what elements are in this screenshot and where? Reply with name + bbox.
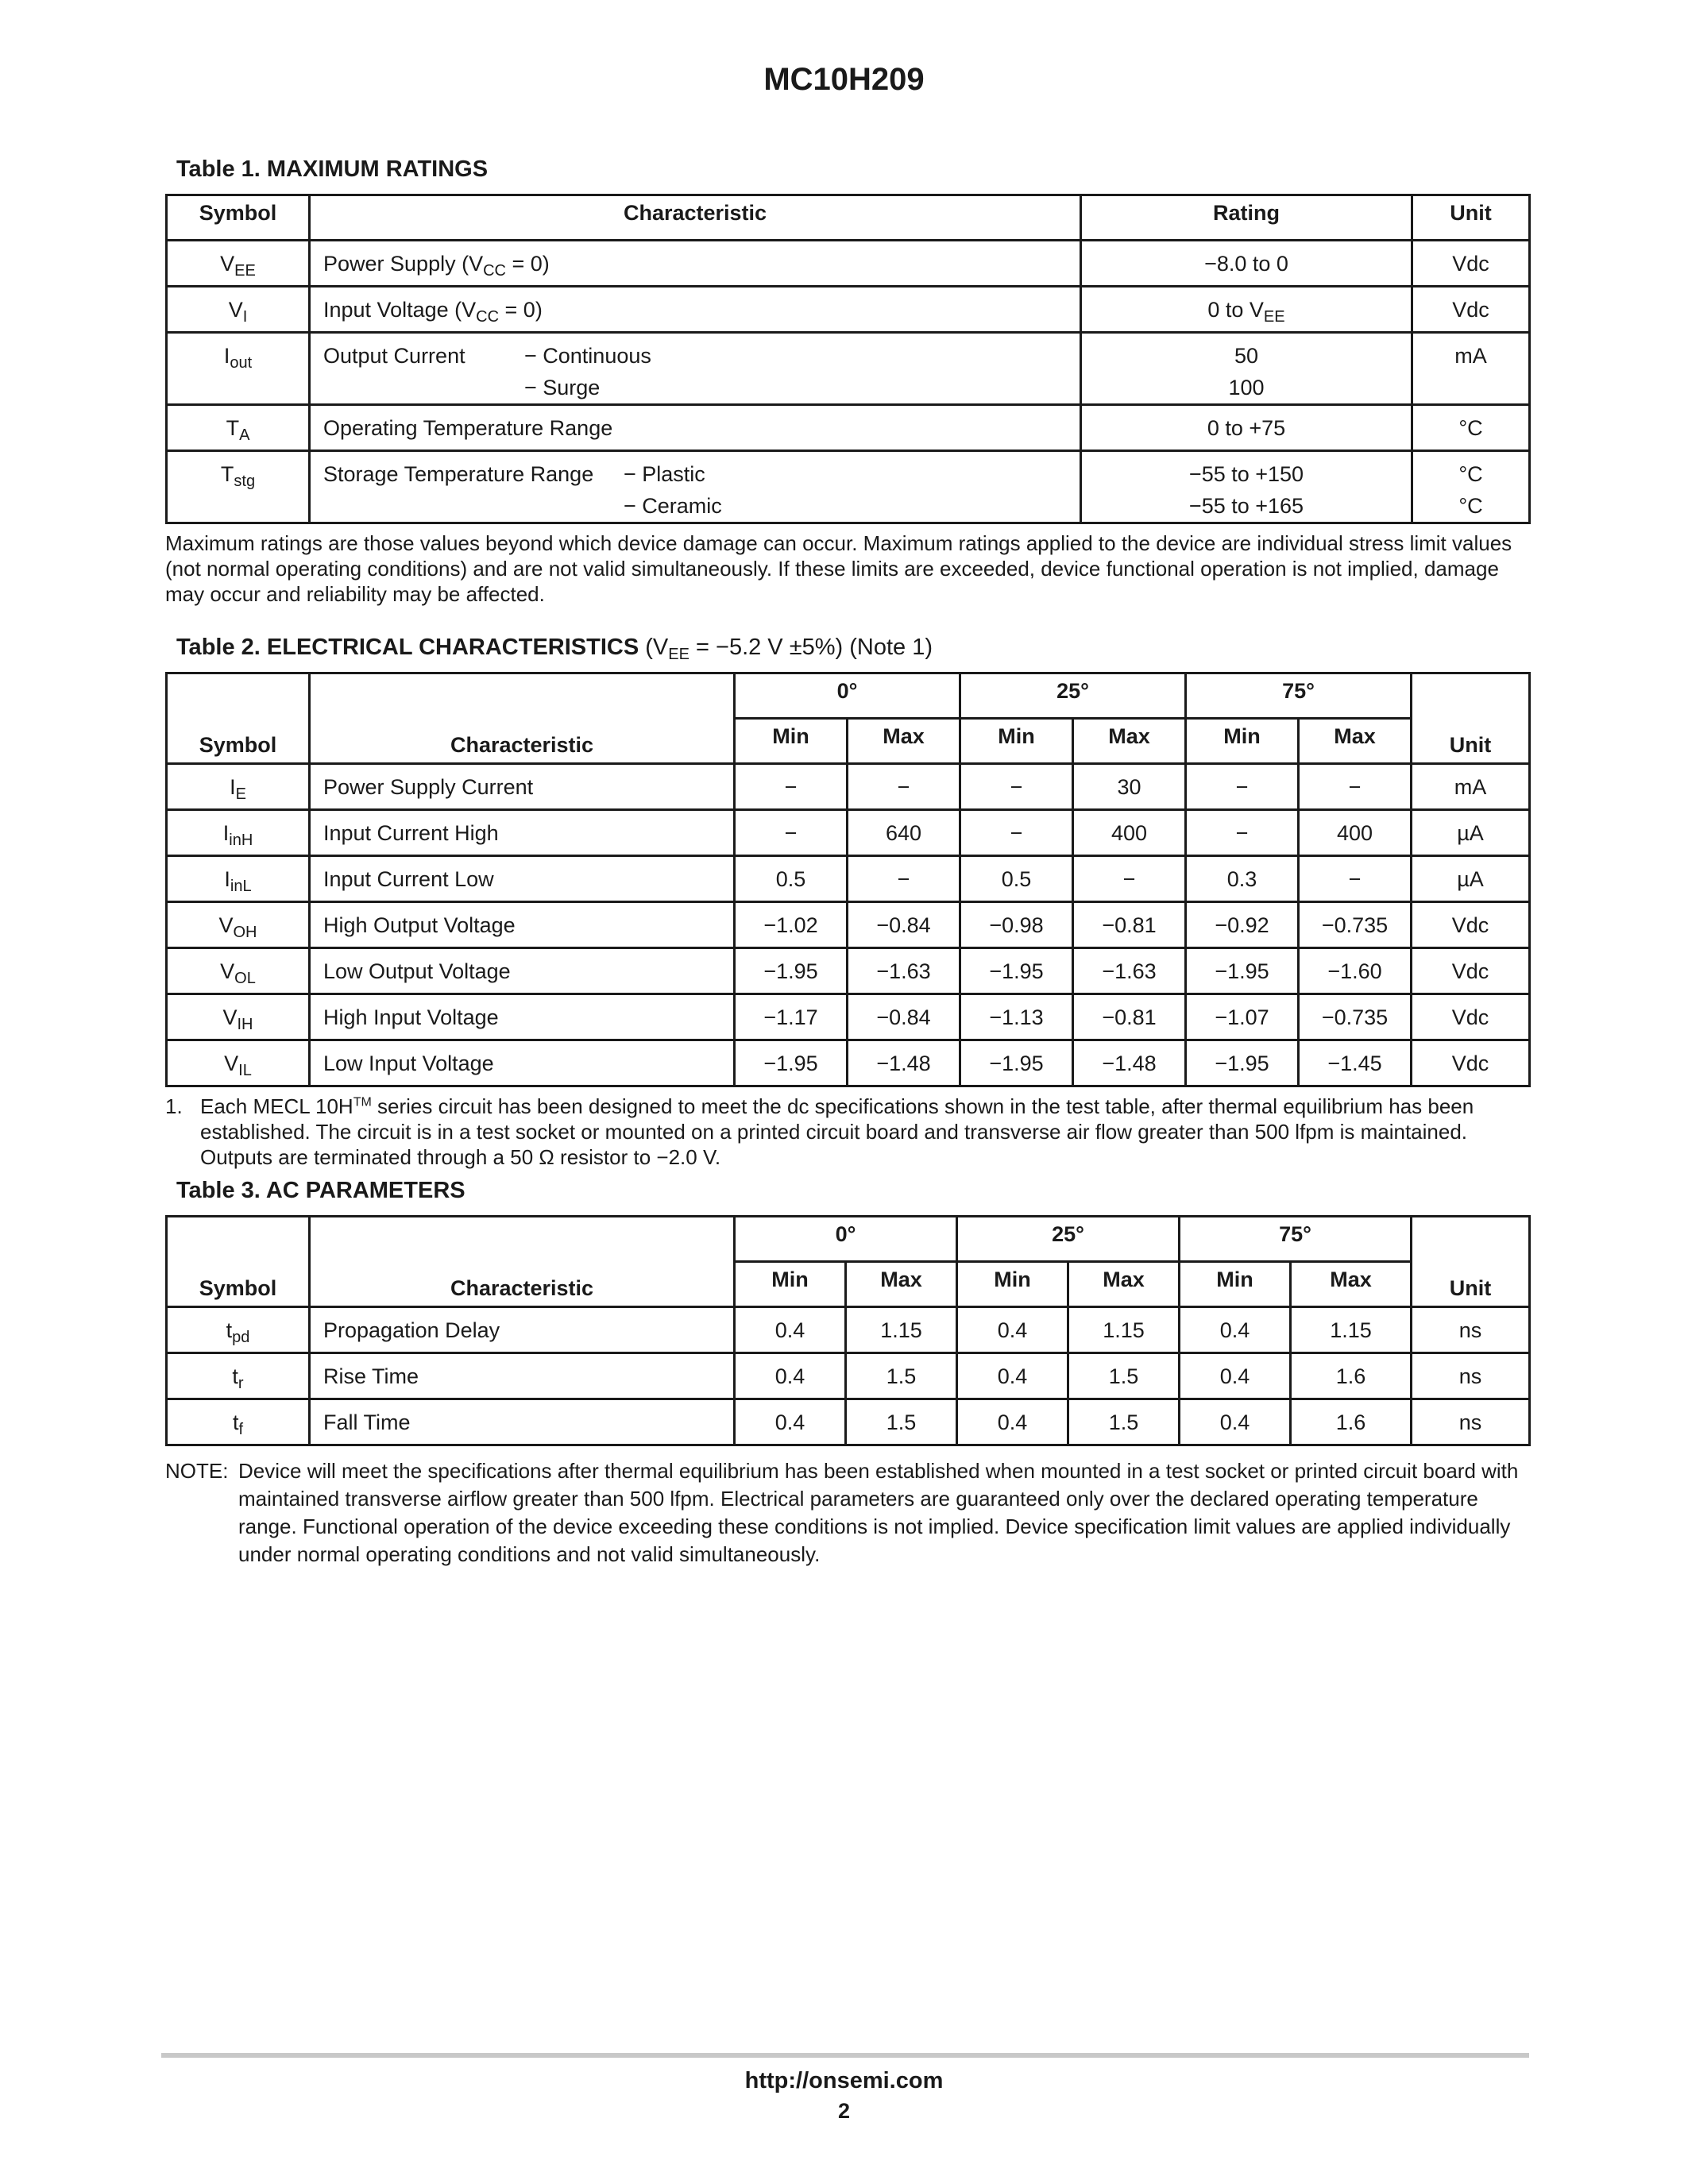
value-cell: 1.5 (846, 1353, 957, 1399)
value-cell: 1.5 (1068, 1399, 1180, 1445)
column-header-characteristic: Characteristic (310, 1217, 735, 1307)
value-cell: 0.4 (1180, 1307, 1291, 1353)
unit-cell: °C °C (1412, 451, 1530, 523)
table-row (167, 994, 1530, 1040)
symbol-cell: $I_{inH}$ (167, 810, 310, 856)
value-cell: 30 (1073, 764, 1186, 810)
value-cell: 1.6 (1291, 1353, 1412, 1399)
value-cell: 0.4 (957, 1353, 1068, 1399)
value-cell: − (848, 856, 960, 902)
unit-cell: ns (1412, 1353, 1530, 1399)
column-header-rating: Rating (1081, 195, 1412, 241)
value-cell: 1.5 (1068, 1353, 1180, 1399)
table-row (167, 902, 1530, 948)
value-cell: 0.5 (735, 856, 848, 902)
unit-cell: mA (1412, 764, 1530, 810)
symbol-cell: $T_{stg}$ (167, 451, 310, 523)
table-row (167, 241, 1530, 287)
page-number: 2 (837, 2099, 851, 2123)
value-cell: − (960, 810, 1073, 856)
value-cell: − (1186, 764, 1299, 810)
value-cell: −0.81 (1073, 902, 1186, 948)
symbol-cell: $t_r$ (167, 1353, 310, 1399)
column-header-unit: Unit (1412, 195, 1530, 241)
table-row (167, 810, 1530, 856)
column-header-min: Min (735, 719, 848, 764)
symbol-cell: $I_E$ (167, 764, 310, 810)
rating-cell: 0 to $V_{EE}$ (1081, 287, 1412, 333)
value-cell: − (848, 764, 960, 810)
ac-parameters-section (165, 1177, 1528, 1569)
characteristic-cell: Power Supply $(V_{CC} = 0)$ (310, 241, 1081, 287)
unit-cell: Vdc (1412, 241, 1530, 287)
characteristic-cell: Input Current High (310, 810, 735, 856)
rating-cell: −8.0 to 0 (1081, 241, 1412, 287)
value-cell: −0.92 (1186, 902, 1299, 948)
value-cell: −1.95 (735, 1040, 848, 1086)
symbol-cell: $I_{inL}$ (167, 856, 310, 902)
value-cell: 0.4 (735, 1307, 846, 1353)
unit-cell: Vdc (1412, 287, 1530, 333)
characteristic-cell: Low Output Voltage (310, 948, 735, 994)
electrical-characteristics-table (165, 672, 1531, 1087)
value-cell: −1.60 (1299, 948, 1412, 994)
value-cell: −1.02 (735, 902, 848, 948)
column-header-min: Min (1186, 719, 1299, 764)
column-header-characteristic: Characteristic (310, 195, 1081, 241)
value-cell: −1.95 (735, 948, 848, 994)
value-cell: − (1073, 856, 1186, 902)
characteristic-cell: Operating Temperature Range (310, 405, 1081, 451)
value-cell: −1.63 (1073, 948, 1186, 994)
value-cell: 0.4 (1180, 1353, 1291, 1399)
column-header-min: Min (960, 719, 1073, 764)
unit-cell: mA (1412, 333, 1530, 405)
column-header-symbol: Symbol (167, 1217, 310, 1307)
column-header-characteristic: Characteristic (310, 673, 735, 764)
column-header-max: Max (848, 719, 960, 764)
table1-header-row (167, 195, 1530, 241)
table3-note: NOTE: Device will meet the specifications after thermal equilibrium has been established when mounted in a test socket or printed circuit board with maintained transverse airflow greater than 500 lfpm. Electrical parameters are guaranteed only over the declared operating temperature range. Functional operation of the device exceeding these conditions is not implied. Device specification limit values are applied individually under normal operating conditions and not valid simultaneously. (165, 1459, 1519, 1566)
characteristic-cell: Power Supply Current (310, 764, 735, 810)
unit-cell: Vdc (1412, 902, 1530, 948)
document-title: MC10H209 (763, 62, 925, 97)
value-cell: −1.07 (1186, 994, 1299, 1040)
column-header-max: Max (846, 1262, 957, 1307)
value-cell: −0.81 (1073, 994, 1186, 1040)
table-row (167, 451, 1530, 523)
temp-header-25: 25° (957, 1217, 1180, 1262)
value-cell: 0.3 (1186, 856, 1299, 902)
characteristic-cell: Low Input Voltage (310, 1040, 735, 1086)
table-row (167, 1399, 1530, 1445)
value-cell: 1.15 (1068, 1307, 1180, 1353)
table-row (167, 856, 1530, 902)
characteristic-cell: Input Current Low (310, 856, 735, 902)
value-cell: −1.63 (848, 948, 960, 994)
table3-title: Table 3. AC PARAMETERS (176, 1178, 465, 1203)
value-cell: 0.4 (957, 1399, 1068, 1445)
temp-header-25: 25° (960, 673, 1186, 719)
rating-cell: −55 to +150 −55 to +165 (1081, 451, 1412, 523)
maximum-ratings-table (165, 194, 1531, 524)
value-cell: 1.15 (846, 1307, 957, 1353)
table-row (167, 333, 1530, 405)
unit-cell: Vdc (1412, 994, 1530, 1040)
characteristic-cell: Rise Time (310, 1353, 735, 1399)
value-cell: 400 (1299, 810, 1412, 856)
symbol-cell: $V_{IH}$ (167, 994, 310, 1040)
column-header-max: Max (1073, 719, 1186, 764)
unit-cell: µA (1412, 810, 1530, 856)
value-cell: 0.5 (960, 856, 1073, 902)
column-header-min: Min (735, 1262, 846, 1307)
value-cell: − (1299, 764, 1412, 810)
temp-header-75: 75° (1186, 673, 1412, 719)
characteristic-cell: Propagation Delay (310, 1307, 735, 1353)
value-cell: 1.5 (846, 1399, 957, 1445)
value-cell: −0.84 (848, 902, 960, 948)
value-cell: −0.735 (1299, 994, 1412, 1040)
temp-header-75: 75° (1180, 1217, 1412, 1262)
table-row (167, 1040, 1530, 1086)
column-header-symbol: Symbol (167, 673, 310, 764)
characteristic-cell: Fall Time (310, 1399, 735, 1445)
column-header-min: Min (1180, 1262, 1291, 1307)
value-cell: −0.84 (848, 994, 960, 1040)
unit-cell: ns (1412, 1399, 1530, 1445)
value-cell: 1.6 (1291, 1399, 1412, 1445)
value-cell: −0.98 (960, 902, 1073, 948)
value-cell: − (960, 764, 1073, 810)
table2-title: Table 2. ELECTRICAL CHARACTERISTICS ($V_{EE} = -5.2$ V ±5%) (Note 1) (176, 635, 933, 663)
characteristic-cell: Storage Temperature Range − Plastic − Ceramic (310, 451, 1081, 523)
symbol-cell: $V_{OH}$ (167, 902, 310, 948)
column-header-max: Max (1068, 1262, 1180, 1307)
unit-cell: µA (1412, 856, 1530, 902)
table-row (167, 948, 1530, 994)
electrical-characteristics-section (165, 634, 1528, 1170)
value-cell: − (735, 764, 848, 810)
column-header-symbol: Symbol (167, 195, 310, 241)
symbol-cell: $V_{EE}$ (167, 241, 310, 287)
unit-cell: °C (1412, 405, 1530, 451)
column-header-min: Min (957, 1262, 1068, 1307)
value-cell: −1.48 (848, 1040, 960, 1086)
symbol-cell: $V_{OL}$ (167, 948, 310, 994)
symbol-cell: $T_A$ (167, 405, 310, 451)
temp-header-0: 0° (735, 673, 960, 719)
table-row (167, 1307, 1530, 1353)
value-cell: −0.735 (1299, 902, 1412, 948)
value-cell: −1.13 (960, 994, 1073, 1040)
footer-url-link[interactable]: http://onsemi.com (744, 2068, 944, 2093)
table-row (167, 287, 1530, 333)
unit-cell: Vdc (1412, 948, 1530, 994)
symbol-cell: $t_{pd}$ (167, 1307, 310, 1353)
table-row (167, 764, 1530, 810)
maximum-ratings-section (165, 156, 1528, 607)
table2-footnote: 1. Each MECL 10H™ series circuit has been designed to meet the dc specifications shown in the test table, after thermal equilibrium has been established. The circuit is in a test socket or mounted on a printed circuit board and transverse air flow greater than 500 lfpm is maintained. Outputs are terminated through a 50 Ω resistor to −2.0 V. (165, 1094, 1474, 1169)
column-header-unit: Unit (1412, 1217, 1530, 1307)
value-cell: −1.95 (1186, 948, 1299, 994)
characteristic-cell: Input Voltage $(V_{CC} = 0)$ (310, 287, 1081, 333)
value-cell: 0.4 (735, 1399, 846, 1445)
column-header-max: Max (1291, 1262, 1412, 1307)
value-cell: −1.45 (1299, 1040, 1412, 1086)
column-header-max: Max (1299, 719, 1412, 764)
column-header-unit: Unit (1412, 673, 1530, 764)
temp-header-0: 0° (735, 1217, 957, 1262)
table-row (167, 405, 1530, 451)
value-cell: − (1186, 810, 1299, 856)
table2-temp-header-row (167, 673, 1530, 719)
value-cell: −1.95 (1186, 1040, 1299, 1086)
table1-note: Maximum ratings are those values beyond which device damage can occur. Maximum ratings applied to the device are individual stress limit values (not normal operating conditions) and are not valid simultaneously. If these limits are exceeded, device functional operation is not implied, damage may occur and reliability may be affected. (165, 531, 1512, 606)
value-cell: −1.48 (1073, 1040, 1186, 1086)
symbol-cell: $I_{out}$ (167, 333, 310, 405)
unit-cell: Vdc (1412, 1040, 1530, 1086)
rating-cell: 50 100 (1081, 333, 1412, 405)
unit-cell: ns (1412, 1307, 1530, 1353)
footer-divider (161, 2053, 1529, 2058)
table3-temp-header-row (167, 1217, 1530, 1262)
table-row (167, 1353, 1530, 1399)
value-cell: 0.4 (1180, 1399, 1291, 1445)
value-cell: − (1299, 856, 1412, 902)
table1-title: Table 1. MAXIMUM RATINGS (176, 156, 489, 182)
value-cell: − (735, 810, 848, 856)
characteristic-cell: Output Current − Continuous − Surge (310, 333, 1081, 405)
value-cell: −1.95 (960, 948, 1073, 994)
value-cell: 640 (848, 810, 960, 856)
value-cell: 0.4 (957, 1307, 1068, 1353)
value-cell: −1.95 (960, 1040, 1073, 1086)
symbol-cell: $V_{IL}$ (167, 1040, 310, 1086)
characteristic-cell: High Input Voltage (310, 994, 735, 1040)
rating-cell: 0 to +75 (1081, 405, 1412, 451)
value-cell: 400 (1073, 810, 1186, 856)
value-cell: 0.4 (735, 1353, 846, 1399)
ac-parameters-table (165, 1215, 1531, 1446)
symbol-cell: $t_f$ (167, 1399, 310, 1445)
symbol-cell: $V_I$ (167, 287, 310, 333)
characteristic-cell: High Output Voltage (310, 902, 735, 948)
value-cell: 1.15 (1291, 1307, 1412, 1353)
value-cell: −1.17 (735, 994, 848, 1040)
